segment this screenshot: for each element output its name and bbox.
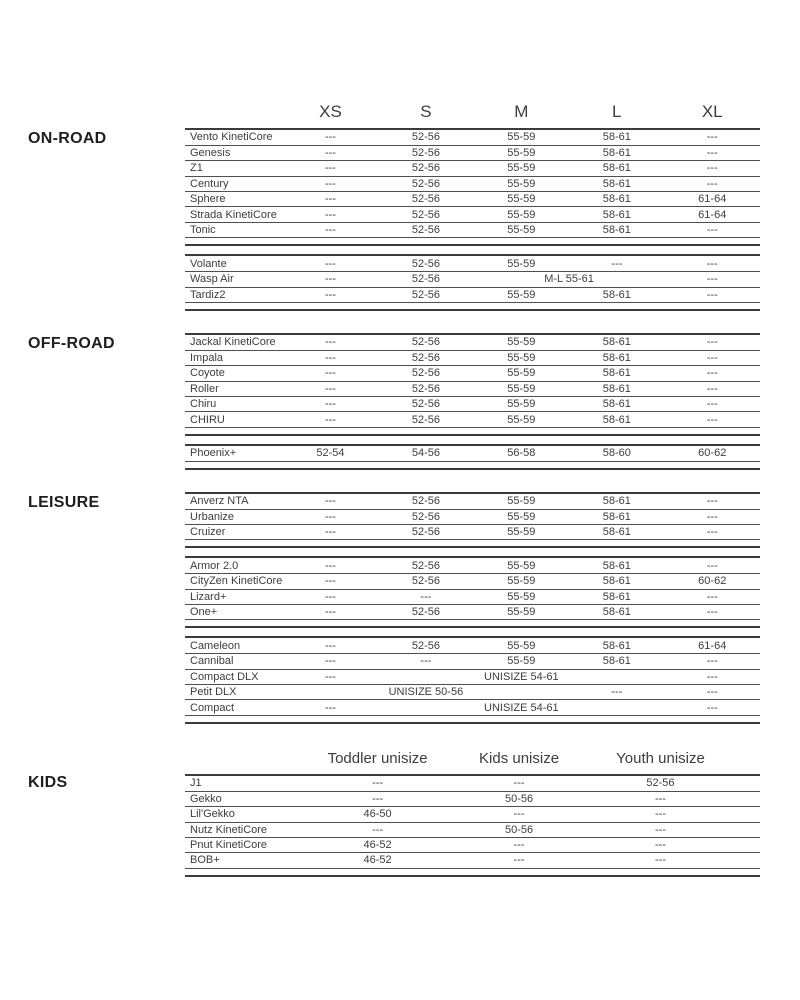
size-value-cell: 58-61 <box>569 509 664 524</box>
size-value-cell: 52-56 <box>590 776 731 791</box>
section-tables <box>185 746 760 877</box>
size-value-cell: --- <box>283 335 378 350</box>
table-row <box>185 192 760 207</box>
size-value-cell: 58-61 <box>569 335 664 350</box>
size-value-cell: --- <box>665 287 761 302</box>
size-value-cell: --- <box>665 130 761 145</box>
product-name-cell: Century <box>185 176 283 191</box>
table-row <box>185 524 760 539</box>
size-value-cell: 52-56 <box>378 638 473 653</box>
product-name-cell: J1 <box>185 776 307 791</box>
size-value-cell: 58-61 <box>569 145 664 160</box>
size-value-cell: --- <box>665 222 761 237</box>
size-value-cell: 52-56 <box>378 287 473 302</box>
header-row <box>185 746 760 774</box>
section-tables <box>185 492 760 724</box>
data-table <box>185 494 760 541</box>
size-value-cell: 52-56 <box>378 145 473 160</box>
column-header: M <box>514 102 529 121</box>
product-name-cell: BOB+ <box>185 853 307 868</box>
size-value-cell: 55-59 <box>474 396 569 411</box>
size-value-cell: 52-56 <box>378 524 473 539</box>
size-value-cell: 60-62 <box>665 574 761 589</box>
size-value-cell: --- <box>283 272 378 287</box>
table-row <box>185 791 760 806</box>
size-value-cell: 55-59 <box>474 524 569 539</box>
size-value-cell: --- <box>283 222 378 237</box>
size-value-cell: --- <box>378 654 473 669</box>
product-name-cell: Compact DLX <box>185 669 283 684</box>
size-value-cell: 55-59 <box>474 335 569 350</box>
size-value-cell: 55-59 <box>474 145 569 160</box>
size-value-cell: --- <box>665 256 761 271</box>
product-name-cell: Wasp Air <box>185 272 283 287</box>
table-block <box>185 444 760 470</box>
table-row <box>185 207 760 222</box>
size-value-cell: --- <box>283 256 378 271</box>
table-row <box>185 509 760 524</box>
size-value-cell: 52-56 <box>378 574 473 589</box>
header-table-col <box>185 100 760 128</box>
product-name-cell: Coyote <box>185 366 283 381</box>
size-value-cell: --- <box>665 161 761 176</box>
size-value-cell: 52-56 <box>378 381 473 396</box>
size-value-cell: 55-59 <box>474 176 569 191</box>
table-row <box>185 654 760 669</box>
product-name-cell: Urbanize <box>185 509 283 524</box>
section-leisure <box>0 492 800 724</box>
data-table <box>185 256 760 303</box>
table-block <box>185 254 760 311</box>
size-value-cell: --- <box>307 776 448 791</box>
size-value-cell: --- <box>283 145 378 160</box>
section-label: KIDS <box>28 773 68 791</box>
size-value-cell: 55-59 <box>474 638 569 653</box>
size-value-cell: 52-56 <box>378 335 473 350</box>
size-value-cell: --- <box>307 791 448 806</box>
size-value-cell: --- <box>665 685 761 700</box>
size-value-cell: UNISIZE 54-61 <box>378 700 664 715</box>
product-name-cell: Lil'Gekko <box>185 807 307 822</box>
size-value-cell: 58-61 <box>569 589 664 604</box>
table-row <box>185 822 760 837</box>
column-header: XS <box>319 102 342 121</box>
table-row <box>185 350 760 365</box>
size-value-cell: 54-56 <box>378 446 473 461</box>
size-value-cell: 55-59 <box>474 207 569 222</box>
size-value-cell: UNISIZE 54-61 <box>378 669 664 684</box>
table-row <box>185 446 760 461</box>
product-name-cell: One+ <box>185 604 283 619</box>
section-tables <box>185 333 760 470</box>
size-value-cell: 58-61 <box>569 574 664 589</box>
size-value-cell: --- <box>590 791 731 806</box>
size-value-cell: 52-56 <box>378 366 473 381</box>
size-value-cell: --- <box>569 685 664 700</box>
table-row <box>185 130 760 145</box>
product-name-cell: Nutz KinetiCore <box>185 822 307 837</box>
section-label-col <box>0 492 185 512</box>
size-value-cell: --- <box>665 509 761 524</box>
product-name-cell: Armor 2.0 <box>185 558 283 573</box>
size-value-cell: 55-59 <box>474 287 569 302</box>
size-value-cell: 50-56 <box>448 822 589 837</box>
spacer-cell <box>731 853 760 868</box>
size-value-cell: --- <box>665 589 761 604</box>
size-value-cell: M-L 55-61 <box>474 272 665 287</box>
spacer-cell <box>731 822 760 837</box>
size-value-cell: 58-61 <box>569 381 664 396</box>
product-name-cell: Tardiz2 <box>185 287 283 302</box>
size-value-cell: --- <box>283 589 378 604</box>
spacer-cell <box>731 791 760 806</box>
product-name-cell: Compact <box>185 700 283 715</box>
size-value-cell: --- <box>665 272 761 287</box>
section-off-road <box>0 333 800 470</box>
table-row <box>185 837 760 852</box>
size-value-cell: --- <box>665 396 761 411</box>
size-value-cell: 55-59 <box>474 366 569 381</box>
table-row <box>185 604 760 619</box>
product-name-cell: Strada KinetiCore <box>185 207 283 222</box>
product-name-cell: CityZen KinetiCore <box>185 574 283 589</box>
product-name-cell: Gekko <box>185 791 307 806</box>
size-value-cell: 52-56 <box>378 272 473 287</box>
size-value-cell: 55-59 <box>474 494 569 509</box>
size-value-cell: 61-64 <box>665 638 761 653</box>
table-row <box>185 574 760 589</box>
size-value-cell: --- <box>665 524 761 539</box>
size-value-cell: 52-56 <box>378 176 473 191</box>
table-row <box>185 335 760 350</box>
size-value-cell: 58-61 <box>569 396 664 411</box>
size-value-cell: --- <box>665 654 761 669</box>
size-value-cell: 58-60 <box>569 446 664 461</box>
size-value-cell: 55-59 <box>474 192 569 207</box>
size-value-cell: 52-56 <box>378 222 473 237</box>
size-value-cell: --- <box>283 192 378 207</box>
size-value-cell: --- <box>283 161 378 176</box>
size-value-cell: --- <box>283 366 378 381</box>
table-block <box>185 636 760 723</box>
product-name-cell: Pnut KinetiCore <box>185 837 307 852</box>
size-value-cell: 52-56 <box>378 604 473 619</box>
size-value-cell: --- <box>569 256 664 271</box>
table-row <box>185 589 760 604</box>
table-row <box>185 396 760 411</box>
header-row <box>185 100 760 128</box>
size-value-cell: --- <box>665 366 761 381</box>
product-name-cell: Volante <box>185 256 283 271</box>
data-table <box>185 776 760 869</box>
data-table <box>185 335 760 428</box>
size-value-cell: 52-56 <box>378 256 473 271</box>
size-value-cell: 52-54 <box>283 446 378 461</box>
product-name-cell: Lizard+ <box>185 589 283 604</box>
size-value-cell: --- <box>307 822 448 837</box>
size-value-cell: 52-56 <box>378 509 473 524</box>
size-value-cell: --- <box>448 853 589 868</box>
section-label: ON-ROAD <box>28 130 107 147</box>
size-value-cell: 58-61 <box>569 207 664 222</box>
size-value-cell: --- <box>283 654 378 669</box>
table-row <box>185 685 760 700</box>
size-value-cell: 55-59 <box>474 130 569 145</box>
size-value-cell: 55-59 <box>474 412 569 427</box>
size-value-cell: 58-61 <box>569 558 664 573</box>
table-block <box>185 556 760 628</box>
size-value-cell: --- <box>283 509 378 524</box>
size-value-cell: --- <box>590 807 731 822</box>
size-value-cell: --- <box>283 574 378 589</box>
size-value-cell: 55-59 <box>474 589 569 604</box>
size-value-cell: 58-61 <box>569 604 664 619</box>
size-value-cell: --- <box>283 287 378 302</box>
size-value-cell: 60-62 <box>665 446 761 461</box>
product-name-cell: Petit DLX <box>185 685 283 700</box>
size-value-cell: --- <box>448 807 589 822</box>
size-value-cell: --- <box>590 853 731 868</box>
data-table <box>185 558 760 620</box>
table-block <box>185 128 760 246</box>
spacer-cell <box>731 837 760 852</box>
size-value-cell: 61-64 <box>665 207 761 222</box>
product-name-cell: Genesis <box>185 145 283 160</box>
column-header: XL <box>701 102 723 121</box>
product-name-cell: Impala <box>185 350 283 365</box>
size-value-cell: UNISIZE 50-56 <box>283 685 569 700</box>
size-value-cell: 46-50 <box>307 807 448 822</box>
size-value-cell: --- <box>665 145 761 160</box>
size-value-cell: 58-61 <box>569 638 664 653</box>
size-value-cell: 52-56 <box>378 207 473 222</box>
size-value-cell: 55-59 <box>474 350 569 365</box>
table-row <box>185 287 760 302</box>
product-name-cell: Anverz NTA <box>185 494 283 509</box>
section-label: LEISURE <box>28 493 100 511</box>
size-value-cell: 58-61 <box>569 161 664 176</box>
table-row <box>185 381 760 396</box>
size-value-cell: 52-56 <box>378 192 473 207</box>
size-value-cell: 58-61 <box>569 222 664 237</box>
size-value-cell: 55-59 <box>474 654 569 669</box>
size-value-cell: --- <box>283 350 378 365</box>
product-name-cell: Tonic <box>185 222 283 237</box>
product-name-cell: Jackal KinetiCore <box>185 335 283 350</box>
data-table <box>185 638 760 715</box>
size-value-cell: --- <box>665 604 761 619</box>
size-value-cell: 56-58 <box>474 446 569 461</box>
product-name-cell: Cameleon <box>185 638 283 653</box>
size-value-cell: --- <box>283 604 378 619</box>
size-value-cell: --- <box>665 335 761 350</box>
size-value-cell: 52-56 <box>378 161 473 176</box>
section-label: OFF-ROAD <box>28 334 115 352</box>
product-name-cell: Sphere <box>185 192 283 207</box>
size-value-cell: 58-61 <box>569 654 664 669</box>
column-header: Toddler unisize <box>327 749 428 767</box>
table-row <box>185 222 760 237</box>
size-value-cell: --- <box>590 837 731 852</box>
table-block <box>185 492 760 549</box>
section-label-col <box>0 333 185 353</box>
data-table <box>185 446 760 462</box>
spacer-cell <box>731 807 760 822</box>
section-label-col <box>0 128 185 148</box>
size-value-cell: --- <box>665 494 761 509</box>
size-value-cell: --- <box>665 558 761 573</box>
data-table <box>185 130 760 238</box>
size-value-cell: 52-56 <box>378 412 473 427</box>
size-value-cell: --- <box>283 494 378 509</box>
section-kids <box>0 746 800 877</box>
size-value-cell: --- <box>590 822 731 837</box>
table-row <box>185 412 760 427</box>
product-name-cell: CHIRU <box>185 412 283 427</box>
size-value-cell: --- <box>283 130 378 145</box>
size-value-cell: --- <box>283 396 378 411</box>
size-value-cell: 52-56 <box>378 494 473 509</box>
table-row <box>185 776 760 791</box>
size-value-cell: --- <box>283 700 378 715</box>
column-header: L <box>612 102 622 121</box>
size-value-cell: --- <box>665 412 761 427</box>
size-value-cell: --- <box>665 669 761 684</box>
size-value-cell: 58-61 <box>569 494 664 509</box>
size-value-cell: 58-61 <box>569 412 664 427</box>
column-header: S <box>420 102 432 121</box>
table-row <box>185 256 760 271</box>
table-row <box>185 558 760 573</box>
size-value-cell: --- <box>665 381 761 396</box>
table-block <box>185 333 760 436</box>
table-row <box>185 700 760 715</box>
size-value-cell: 58-61 <box>569 192 664 207</box>
table-row <box>185 638 760 653</box>
product-name-cell: Phoenix+ <box>185 446 283 461</box>
size-value-cell: 55-59 <box>474 161 569 176</box>
size-value-cell: --- <box>283 669 378 684</box>
size-value-cell: 58-61 <box>569 366 664 381</box>
size-value-cell: 46-52 <box>307 837 448 852</box>
column-header: Youth unisize <box>616 749 705 767</box>
table-row <box>185 176 760 191</box>
size-header-band <box>0 100 800 128</box>
table-row <box>185 145 760 160</box>
size-value-cell: 58-61 <box>569 176 664 191</box>
product-name-cell: Cannibal <box>185 654 283 669</box>
size-value-cell: 52-56 <box>378 558 473 573</box>
product-name-cell: Z1 <box>185 161 283 176</box>
size-value-cell: 58-61 <box>569 350 664 365</box>
size-value-cell: 55-59 <box>474 574 569 589</box>
section-label-col <box>0 746 185 792</box>
size-value-cell: --- <box>283 638 378 653</box>
size-value-cell: 52-56 <box>378 130 473 145</box>
size-value-cell: 50-56 <box>448 791 589 806</box>
size-value-cell: 52-56 <box>378 350 473 365</box>
size-value-cell: 55-59 <box>474 604 569 619</box>
table-row <box>185 669 760 684</box>
size-header <box>185 100 760 128</box>
size-value-cell: 58-61 <box>569 524 664 539</box>
table-row <box>185 807 760 822</box>
table-row <box>185 272 760 287</box>
size-value-cell: --- <box>665 176 761 191</box>
size-value-cell: 55-59 <box>474 256 569 271</box>
size-value-cell: --- <box>283 524 378 539</box>
size-value-cell: --- <box>448 776 589 791</box>
size-value-cell: 58-61 <box>569 287 664 302</box>
size-value-cell: 55-59 <box>474 381 569 396</box>
size-value-cell: 52-56 <box>378 396 473 411</box>
kids-size-header <box>185 746 760 774</box>
size-value-cell: --- <box>283 412 378 427</box>
size-value-cell: --- <box>665 350 761 365</box>
size-value-cell: 61-64 <box>665 192 761 207</box>
header-spacer <box>185 746 307 774</box>
size-value-cell: 55-59 <box>474 509 569 524</box>
size-value-cell: 55-59 <box>474 558 569 573</box>
size-value-cell: --- <box>283 207 378 222</box>
size-value-cell: --- <box>283 558 378 573</box>
table-block <box>185 774 760 877</box>
product-name-cell: Cruizer <box>185 524 283 539</box>
table-row <box>185 853 760 868</box>
table-row <box>185 494 760 509</box>
size-value-cell: --- <box>665 700 761 715</box>
product-name-cell: Chiru <box>185 396 283 411</box>
size-value-cell: --- <box>378 589 473 604</box>
column-header: Kids unisize <box>479 749 560 767</box>
spacer-cell <box>731 776 760 791</box>
table-row <box>185 161 760 176</box>
size-value-cell: 58-61 <box>569 130 664 145</box>
size-value-cell: --- <box>283 176 378 191</box>
section-on-road <box>0 128 800 311</box>
size-value-cell: 55-59 <box>474 222 569 237</box>
section-tables <box>185 128 760 311</box>
product-name-cell: Vento KinetiCore <box>185 130 283 145</box>
table-row <box>185 366 760 381</box>
header-spacer <box>731 746 760 774</box>
size-value-cell: --- <box>448 837 589 852</box>
size-value-cell: --- <box>283 381 378 396</box>
product-name-cell: Roller <box>185 381 283 396</box>
header-spacer <box>185 100 283 128</box>
size-value-cell: 46-52 <box>307 853 448 868</box>
